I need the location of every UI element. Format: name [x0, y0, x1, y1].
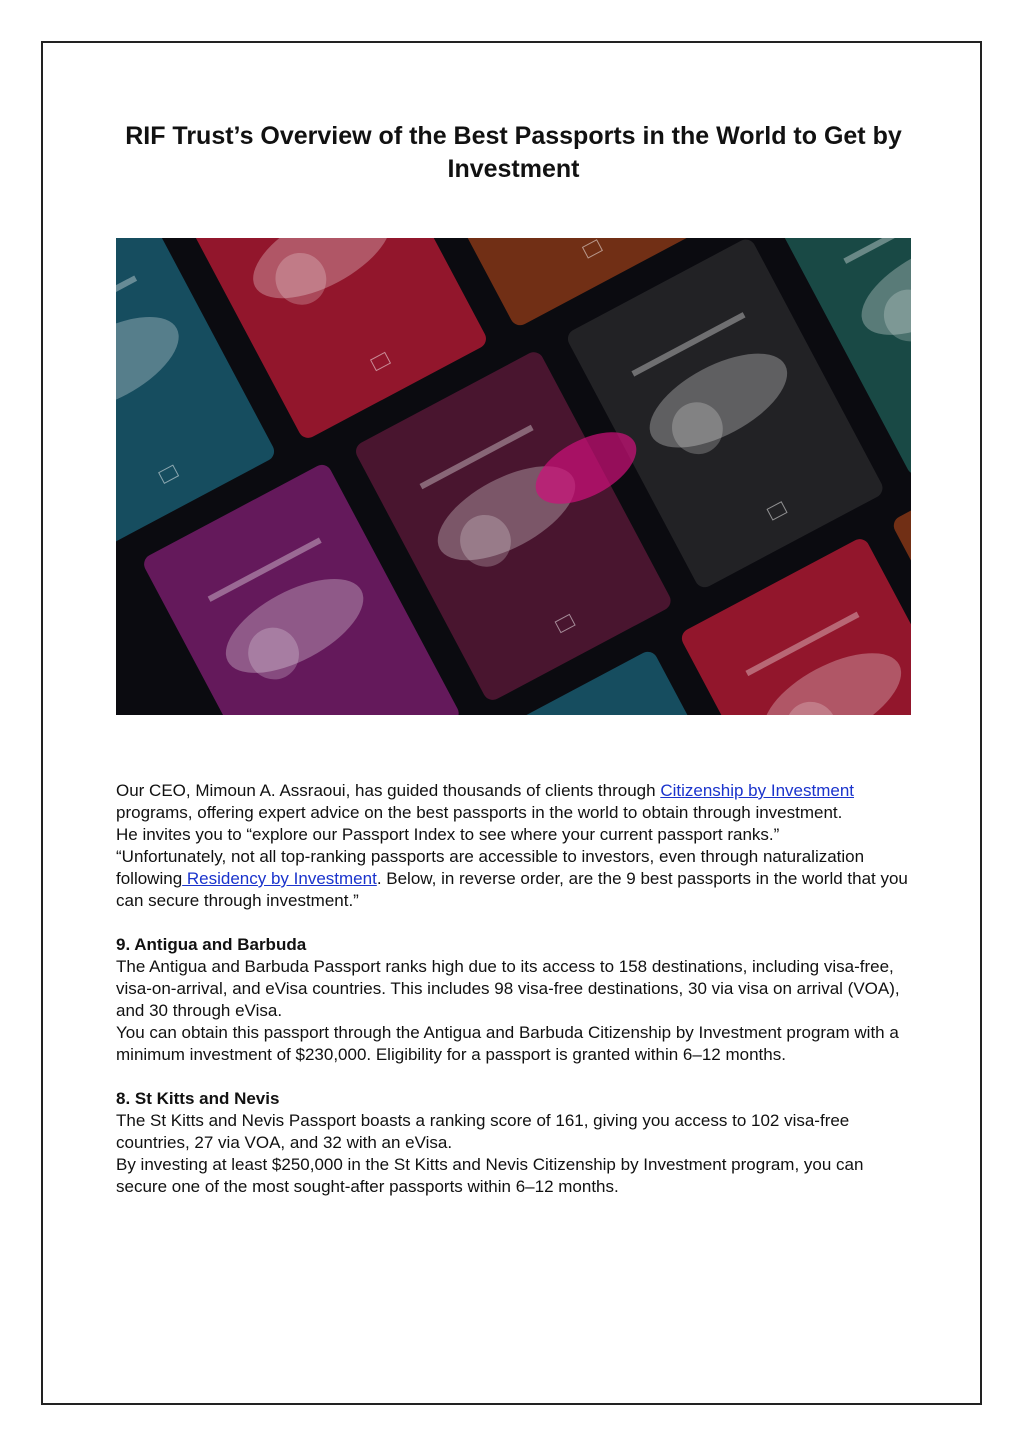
intro-quote: He invites you to “explore our Passport Index to see where your current passport ranks.” — [116, 825, 780, 844]
section-text-st-kitts-1: The St Kitts and Nevis Passport boasts a ranking score of 161, giving you access to 102 visa-free countries, 27 via VOA, and 32 with an eVisa. — [116, 1111, 850, 1152]
passports-photo-icon — [116, 238, 911, 715]
section-text-antigua-1: The Antigua and Barbuda Passport ranks high due to its access to 158 destinations, including visa-free, visa-on-arrival, and eVisa countries. This includes 98 visa-free destinations, 30 via visa on arrival (VOA), and 30 through eVisa. — [116, 957, 900, 1020]
section-heading-st-kitts: 8. St Kitts and Nevis — [116, 1089, 280, 1108]
intro-paragraph: Our CEO, Mimoun A. Assraoui, has guided thousands of clients through Citizenship by Investment programs, offering expert advice on the best passports in the world to obtain through investment. — [116, 781, 855, 822]
passports-photo — [116, 238, 911, 715]
section-heading-antigua: 9. Antigua and Barbuda — [116, 935, 307, 954]
page-title: RIF Trust’s Overview of the Best Passports in the World to Get by Investment — [125, 122, 902, 183]
section-text-st-kitts-2: By investing at least $250,000 in the St Kitts and Nevis Citizenship by Investment program, you can secure one of the most sought-after passports within 6–12 months. — [116, 1155, 864, 1196]
intro-quote-continued: “Unfortunately, not all top-ranking passports are accessible to investors, even through naturalization following Residency by Investment. Below, in reverse order, are the 9 best passports in the world that you can secure through investment.” — [116, 847, 908, 910]
section-text-antigua-2: You can obtain this passport through the Antigua and Barbuda Citizenship by Investment program with a minimum investment of $230,000. Eligibility for a passport is granted within 6–12 months. — [116, 1023, 899, 1064]
residency-by-investment-link[interactable]: Residency by Investment — [182, 869, 377, 888]
article-body — [116, 780, 916, 1198]
citizenship-by-investment-link[interactable]: Citizenship by Investment — [660, 781, 855, 800]
